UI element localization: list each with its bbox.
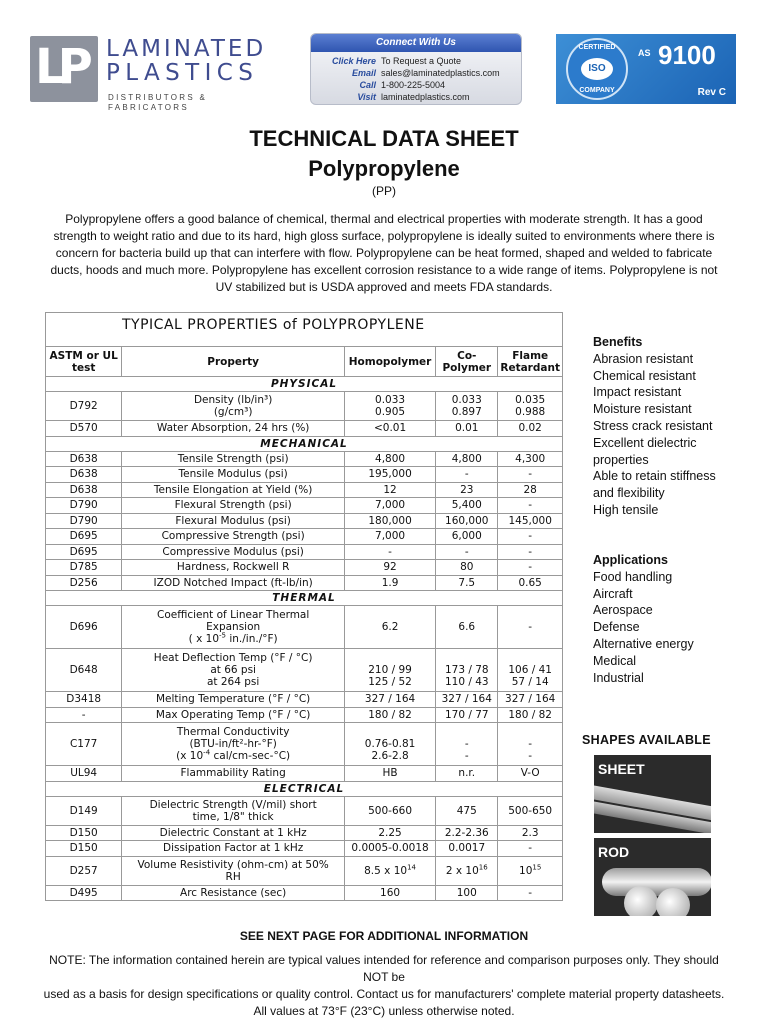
co-cell: 2.2-2.36 (436, 825, 498, 841)
co-cell: 0.01 (436, 421, 498, 437)
value-line: 110 / 43 (444, 676, 489, 688)
iso-seal-icon (566, 38, 628, 100)
list-item: Aircraft (593, 586, 633, 601)
connect-heading: Connect With Us (311, 34, 521, 52)
value-line: 0.905 (375, 406, 406, 418)
connect-row-visit[interactable] (311, 91, 521, 103)
seal-bottom-text: COMPANY (579, 87, 615, 94)
see-next-page: SEE NEXT PAGE FOR ADDITIONAL INFORMATION (239, 929, 529, 943)
shapes-heading: SHAPES AVAILABLE (582, 733, 711, 747)
standard-number: 9100 (658, 40, 716, 70)
exponent: 16 (478, 863, 488, 871)
fr-cell: - (498, 498, 563, 514)
footnote-line: All values at 73°F (23°C) unless otherwise noted. (253, 1004, 515, 1018)
rod-end-icon (624, 886, 658, 916)
table-row (46, 856, 563, 885)
value-line: 0.033 (451, 394, 482, 406)
material-name: Polypropylene (308, 156, 460, 181)
rod-shape-image (594, 838, 711, 916)
properties-table (45, 312, 563, 901)
homo-cell: 7,000 (344, 498, 435, 514)
value-line: 0.033 (375, 394, 406, 406)
fr-cell: 28 (498, 482, 563, 498)
astm-cell: D638 (46, 451, 122, 467)
applications-list (593, 552, 733, 686)
property-line: at 264 psi (206, 676, 260, 688)
header-copolymer: Co-Polymer (436, 347, 498, 377)
property-cell: Tensile Elongation at Yield (%) (122, 482, 345, 498)
co-cell: 23 (436, 482, 498, 498)
intro-paragraph: Polypropylene offers a good balance of chemical, thermal and electrical properties with moderate strength. It has a good strength to weight ratio and due to its hard, high gloss surface, polypropylene is ideally suited to environments where there is concern for bacteria build up that can interfere with flow. Polypropylene can be heat formed, shaped and welded to fabricate ducts, hoods and much more. Polypropylene has excellent corrosion resistance to a wide range of items. Polypropylene is not UV stabilized but is USDA approved and meets FDA standards. (50, 212, 718, 294)
co-cell: 7.5 (436, 575, 498, 591)
fr-cell (498, 856, 563, 885)
property-cell: Dissipation Factor at 1 kHz (122, 841, 345, 857)
connect-key: Email (351, 68, 376, 78)
list-item: Aerospace (593, 603, 653, 618)
connect-key: Visit (357, 92, 376, 102)
property-cell (122, 796, 345, 825)
table-row (46, 544, 563, 560)
property-line: (BTU-in/ft²-hr-°F) (189, 738, 277, 750)
homo-cell: 1.9 (344, 575, 435, 591)
property-cell (122, 392, 345, 421)
value-line: 0.035 (515, 394, 546, 406)
list-item: Excellent dielectric (593, 435, 697, 450)
astm-cell: D695 (46, 544, 122, 560)
table-row (46, 649, 563, 692)
homo-cell: 4,800 (344, 451, 435, 467)
property-line: Coefficient of Linear Thermal (156, 609, 310, 621)
table-row (46, 766, 563, 782)
table-row (46, 707, 563, 723)
homo-cell: - (344, 544, 435, 560)
table-row (46, 723, 563, 766)
list-item: Medical (593, 653, 637, 668)
connect-row-email[interactable] (311, 67, 521, 79)
fr-cell: - (498, 606, 563, 649)
fr-cell: 500-650 (498, 796, 563, 825)
value-line: - (464, 738, 469, 750)
property-line: RH (225, 870, 241, 883)
table-title: TYPICAL PROPERTIES of POLYPROPYLENE (45, 312, 563, 346)
property-line: time, 1/8" thick (192, 810, 274, 823)
header-property: Property (122, 347, 345, 377)
table-row (46, 513, 563, 529)
property-cell: Max Operating Temp (°F / °C) (122, 707, 345, 723)
table-row (46, 606, 563, 649)
section-physical: PHYSICAL (46, 377, 563, 392)
astm-cell: D150 (46, 825, 122, 841)
exponent: 15 (532, 863, 542, 871)
list-item: Stress crack resistant (593, 418, 713, 433)
footnote (40, 952, 728, 1020)
value-line: 0.988 (515, 406, 546, 418)
fr-cell: 4,300 (498, 451, 563, 467)
property-cell (122, 606, 345, 649)
property-cell: Water Absorption, 24 hrs (%) (122, 421, 345, 437)
website-link[interactable]: laminatedplastics.com (381, 92, 470, 102)
property-cell: Melting Temperature (°F / °C) (122, 692, 345, 708)
section-electrical: ELECTRICAL (46, 781, 563, 796)
co-cell: 160,000 (436, 513, 498, 529)
astm-cell: D3418 (46, 692, 122, 708)
rod-end-icon (656, 888, 690, 916)
value-line: 0.897 (451, 406, 482, 418)
fr-cell (498, 392, 563, 421)
value-line: 106 / 41 (508, 664, 552, 676)
property-line: Thermal Conductivity (176, 726, 290, 738)
value-line: - (528, 750, 533, 762)
list-item: Chemical resistant (593, 368, 696, 383)
fr-cell: 0.02 (498, 421, 563, 437)
fr-cell: V-O (498, 766, 563, 782)
homo-cell (344, 392, 435, 421)
table-row (46, 467, 563, 483)
material-abbreviation: (PP) (372, 184, 396, 198)
section-mechanical: MECHANICAL (46, 436, 563, 451)
certification-badge (556, 34, 736, 104)
table-row (46, 529, 563, 545)
connect-key[interactable]: Click Here (331, 56, 376, 66)
homo-cell: 180,000 (344, 513, 435, 529)
table-row (46, 560, 563, 576)
seal-top-text: CERTIFIED (578, 44, 616, 51)
standard-prefix: AS (638, 48, 651, 58)
homo-cell: 180 / 82 (344, 707, 435, 723)
homo-cell: 12 (344, 482, 435, 498)
co-cell: 5,400 (436, 498, 498, 514)
value-base: 8.5 x 10 (364, 864, 408, 877)
property-line: (g/cm³) (213, 406, 253, 418)
value-line: - (528, 738, 533, 750)
list-item: properties (593, 452, 649, 467)
astm-cell: D257 (46, 856, 122, 885)
homo-cell: 6.2 (344, 606, 435, 649)
homo-cell: 195,000 (344, 467, 435, 483)
header-astm: ASTM or UL test (46, 347, 122, 377)
value-base: 10 (519, 864, 533, 877)
property-cell (122, 649, 345, 692)
astm-cell: D648 (46, 649, 122, 692)
astm-cell: D638 (46, 467, 122, 483)
co-cell: n.r. (436, 766, 498, 782)
property-line (124, 750, 342, 762)
property-line: Dielectric Strength (V/mil) short (149, 798, 317, 811)
astm-cell: D495 (46, 885, 122, 901)
astm-cell: D149 (46, 796, 122, 825)
list-item: Defense (593, 620, 640, 635)
property-cell: Dielectric Constant at 1 kHz (122, 825, 345, 841)
connect-panel (310, 33, 522, 105)
table-row (46, 392, 563, 421)
text-part: (x 10 (176, 750, 204, 762)
astm-cell: D792 (46, 392, 122, 421)
table-row (46, 796, 563, 825)
header-flame-retardant: Flame Retardant (498, 347, 563, 377)
property-cell (122, 856, 345, 885)
fr-cell (498, 723, 563, 766)
property-cell: IZOD Notched Impact (ft-lb/in) (122, 575, 345, 591)
property-cell: Flammability Rating (122, 766, 345, 782)
co-cell: 6.6 (436, 606, 498, 649)
footnote-line: NOTE: The information contained herein are typical values intended for reference and comparison purposes only. They should NOT be (49, 953, 719, 984)
fr-cell: - (498, 841, 563, 857)
table-row (46, 575, 563, 591)
homo-cell: 0.0005-0.0018 (344, 841, 435, 857)
value-base: 2 x 10 (445, 864, 479, 877)
value-line: 173 / 78 (444, 664, 489, 676)
property-cell: Flexural Strength (psi) (122, 498, 345, 514)
astm-cell: D638 (46, 482, 122, 498)
astm-cell: D695 (46, 529, 122, 545)
connect-row-call[interactable] (311, 79, 521, 91)
exponent: -4 (203, 748, 211, 757)
homo-cell: 92 (344, 560, 435, 576)
table-row (46, 841, 563, 857)
sheet-shape-image (594, 755, 711, 833)
text-part: cal/cm-sec-°C) (210, 750, 291, 762)
property-cell: Arc Resistance (sec) (122, 885, 345, 901)
table-row (46, 451, 563, 467)
co-cell: 80 (436, 560, 498, 576)
value-line: - (464, 750, 469, 762)
logo-tagline: DISTRIBUTORS & FABRICATORS (108, 93, 208, 112)
logo-mark-text: LP (35, 39, 85, 95)
property-line: Heat Deflection Temp (°F / °C) (153, 652, 313, 664)
property-line: at 66 psi (210, 664, 256, 676)
property-cell (122, 723, 345, 766)
property-cell: Flexural Modulus (psi) (122, 513, 345, 529)
text-part: in./in./°F) (226, 633, 278, 645)
list-item: Industrial (593, 670, 644, 685)
list-item: and flexibility (593, 486, 665, 501)
astm-cell: D790 (46, 513, 122, 529)
astm-cell: - (46, 707, 122, 723)
fr-cell: 145,000 (498, 513, 563, 529)
property-cell: Compressive Modulus (psi) (122, 544, 345, 560)
astm-cell: D785 (46, 560, 122, 576)
fr-cell: - (498, 560, 563, 576)
logo-name-line2: PLASTICS (106, 60, 259, 86)
fr-cell: - (498, 467, 563, 483)
exponent: 14 (407, 863, 416, 871)
value-line: 2.6-2.8 (371, 750, 409, 762)
table-row (46, 482, 563, 498)
homo-cell: 500-660 (344, 796, 435, 825)
co-cell: 6,000 (436, 529, 498, 545)
fr-cell (498, 649, 563, 692)
exponent: -5 (219, 631, 226, 640)
homo-cell: 2.25 (344, 825, 435, 841)
co-cell (436, 723, 498, 766)
astm-cell: C177 (46, 723, 122, 766)
co-cell: 327 / 164 (436, 692, 498, 708)
page-title: TECHNICAL DATA SHEET (249, 126, 519, 151)
list-item: High tensile (593, 502, 659, 517)
homo-cell: 160 (344, 885, 435, 901)
standard-revision: Rev C (697, 87, 726, 98)
homo-cell (344, 723, 435, 766)
company-logo[interactable] (30, 36, 280, 112)
list-item: Alternative energy (593, 636, 694, 651)
astm-cell: D570 (46, 421, 122, 437)
list-item: Food handling (593, 569, 673, 584)
co-cell: 0.0017 (436, 841, 498, 857)
logo-mark (30, 36, 98, 102)
rod-bar-icon (602, 868, 711, 896)
sheet-label: SHEET (598, 761, 645, 777)
value-line: 57 / 14 (511, 676, 549, 688)
applications-heading: Applications (593, 553, 669, 567)
astm-cell: D150 (46, 841, 122, 857)
benefits-list (593, 334, 733, 519)
property-cell: Hardness, Rockwell R (122, 560, 345, 576)
co-cell: 170 / 77 (436, 707, 498, 723)
homo-cell (344, 856, 435, 885)
table-row (46, 692, 563, 708)
table-row (46, 498, 563, 514)
co-cell: - (436, 544, 498, 560)
table-row (46, 825, 563, 841)
homo-cell: 7,000 (344, 529, 435, 545)
property-line (124, 633, 342, 645)
homo-cell: HB (344, 766, 435, 782)
property-line: Volume Resistivity (ohm-cm) at 50% (137, 858, 329, 871)
co-cell: 100 (436, 885, 498, 901)
co-cell (436, 392, 498, 421)
property-line: Expansion (206, 621, 261, 633)
benefits-heading: Benefits (593, 335, 643, 349)
fr-cell: 0.65 (498, 575, 563, 591)
value-line: 210 / 99 (368, 664, 412, 676)
header-homopolymer: Homopolymer (344, 347, 435, 377)
seal-iso-text: ISO (581, 58, 613, 80)
section-thermal: THERMAL (46, 591, 563, 606)
fr-cell: - (498, 544, 563, 560)
property-line: Density (lb/in³) (193, 394, 273, 406)
email-link[interactable]: sales@laminatedplastics.com (381, 68, 500, 78)
table-row (46, 885, 563, 901)
list-item: Moisture resistant (593, 402, 692, 417)
rod-label: ROD (598, 844, 630, 860)
list-item: Abrasion resistant (593, 351, 694, 366)
fr-cell: 2.3 (498, 825, 563, 841)
astm-cell: UL94 (46, 766, 122, 782)
co-cell (436, 856, 498, 885)
list-item: Impact resistant (593, 385, 682, 400)
astm-cell: D696 (46, 606, 122, 649)
text-part: ( x 10 (188, 633, 220, 645)
footnote-line: used as a basis for design specifications or quality control. Contact us for manufacturers' complete material property datasheets. (43, 987, 725, 1001)
homo-cell (344, 649, 435, 692)
astm-cell: D256 (46, 575, 122, 591)
property-cell: Compressive Strength (psi) (122, 529, 345, 545)
value-line: 0.76-0.81 (364, 738, 416, 750)
fr-cell: - (498, 529, 563, 545)
co-cell (436, 649, 498, 692)
fr-cell: 180 / 82 (498, 707, 563, 723)
property-cell: Tensile Modulus (psi) (122, 467, 345, 483)
logo-name-line1: LAMINATED (106, 36, 267, 62)
connect-value[interactable]: To Request a Quote (381, 56, 462, 66)
co-cell: 475 (436, 796, 498, 825)
homo-cell: <0.01 (344, 421, 435, 437)
connect-row-quote[interactable] (311, 55, 521, 67)
co-cell: 4,800 (436, 451, 498, 467)
fr-cell: - (498, 885, 563, 901)
value-line: 125 / 52 (368, 676, 412, 688)
list-item: Able to retain stiffness (593, 469, 716, 484)
co-cell: - (436, 467, 498, 483)
table-row (46, 421, 563, 437)
connect-key: Call (359, 80, 376, 90)
property-cell: Tensile Strength (psi) (122, 451, 345, 467)
fr-cell: 327 / 164 (498, 692, 563, 708)
astm-cell: D790 (46, 498, 122, 514)
phone-link[interactable]: 1-800-225-5004 (381, 80, 446, 90)
homo-cell: 327 / 164 (344, 692, 435, 708)
